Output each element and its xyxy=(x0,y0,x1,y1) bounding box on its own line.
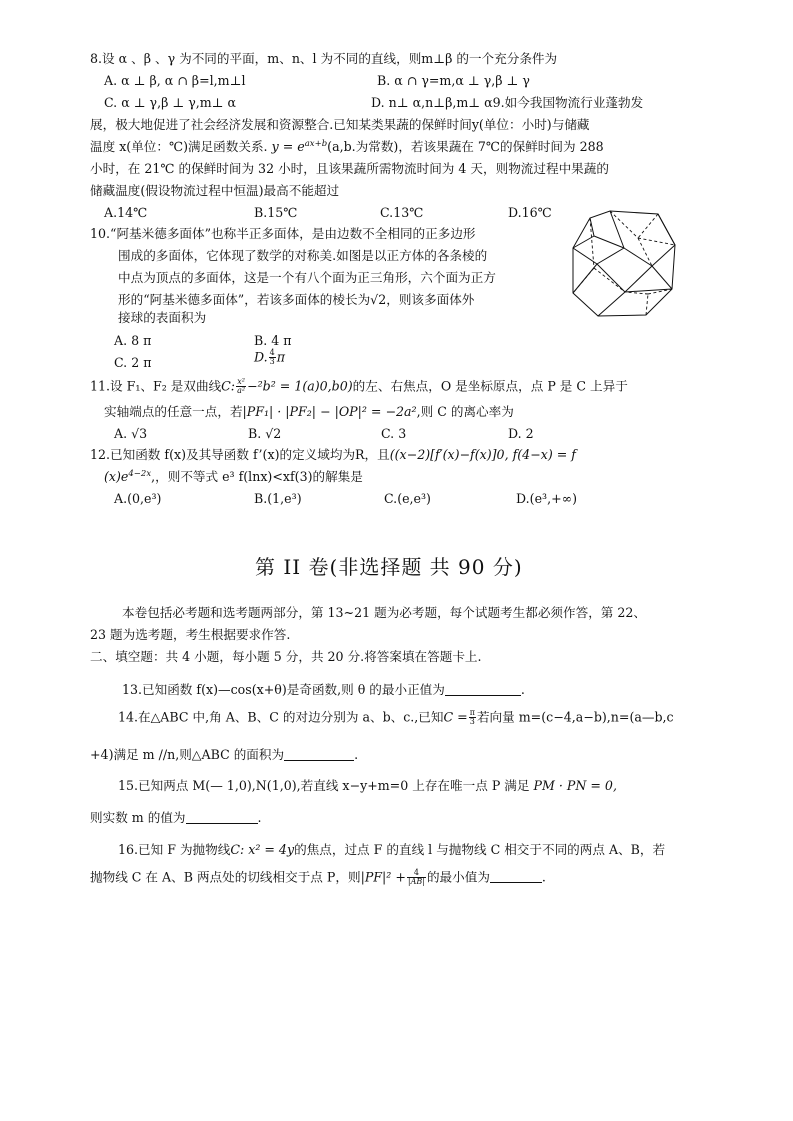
q16-line-1-a: 16.已知 F 为抛物线 xyxy=(118,842,231,857)
q14-fraction xyxy=(469,709,476,727)
q10-line-2: 围成的多面体，它体现了数学的对称美.如图是以正方体的各条棱的 xyxy=(118,248,488,263)
q16-fraction xyxy=(407,869,426,887)
q9-option-c: C.13℃ xyxy=(380,205,424,220)
q12-option-c: C.(e,e³) xyxy=(384,491,431,506)
q9-option-a: A.14℃ xyxy=(104,205,148,220)
q14-line-2-text: +4)满足 m //n,则△ABC 的面积为 xyxy=(90,747,285,762)
polyhedron-hidden-edge xyxy=(638,214,658,238)
q9-line-2: 展，极大地促进了社会经济发展和资源整合.已知某类果蔬的保鲜时间y(单位：小时)与储藏 xyxy=(90,117,590,132)
q11-line-2 xyxy=(104,404,514,419)
q9-line-5: 储藏温度(假设物流过程中恒温)最高不能超过 xyxy=(90,183,340,198)
q10-option-b: B. 4 π xyxy=(254,333,292,348)
q14-line-1-b: 若向量 m=(c−4,a−b),n=(a—b,c xyxy=(476,709,674,725)
q10-option-d-pi: π xyxy=(276,349,286,365)
q9-line-3-b: (a,b.为常数)，若该果蔬在 7℃的保鲜时间为 288 xyxy=(327,139,604,154)
q12-option-d: D.(e³,+∞) xyxy=(516,491,578,506)
q16-line-2-a: 抛物线 C 在 A、B 两点处的切线相交于点 P，则 xyxy=(90,869,361,885)
part-two-title: 第 II 卷(非选择题 共 90 分) xyxy=(255,555,523,579)
q14-fraction-denominator: 3 xyxy=(469,717,475,727)
q11-curve-label: C: xyxy=(221,378,236,394)
q10-line-3: 中点为顶点的多面体，这是一个有八个面为正三角形，六个面为正方 xyxy=(118,270,496,285)
part-two-intro-2: 23 题为选考题，考生根据要求作答. xyxy=(90,627,291,642)
q10-line-4-a: 形的“阿基米德多面体”，若该多面体的棱长为 xyxy=(118,292,371,307)
polyhedron-edge xyxy=(658,214,675,245)
q16-line-1 xyxy=(118,842,665,857)
q15-end: . xyxy=(257,810,262,825)
q12-condition: ((x−2)[f′(x)−f(x)]0, f(4−x) = f xyxy=(389,447,576,462)
q8-option-c: C. α ⊥ γ,β ⊥ γ,m⊥ α xyxy=(104,95,237,110)
polyhedron-edge xyxy=(652,266,672,289)
q11-option-b: B. √2 xyxy=(248,426,282,441)
polyhedron-hidden-edge xyxy=(610,211,638,238)
part-two-intro-1: 本卷包括必考题和选考题两部分，第 13~21 题为必考题，每个试题考生都必须作答，第 22、 xyxy=(122,605,647,620)
q10-option-a: A. 8 π xyxy=(114,333,152,348)
q11-line-2-b: ,则 C 的离心率为 xyxy=(416,404,514,419)
q8-option-a: A. α ⊥ β, α ∩ β=l,m⊥l xyxy=(104,73,246,88)
q9-option-b: B.15℃ xyxy=(254,205,298,220)
q12-exponent: 4−2x xyxy=(128,469,152,479)
q12-condition-cont: (x)e xyxy=(104,469,129,484)
polyhedron-edge xyxy=(652,245,675,266)
q14-fraction-numerator: π xyxy=(469,708,475,717)
q14-line-2 xyxy=(90,747,358,762)
q9-inline-start: 9.如今我国物流行业蓬勃发 xyxy=(492,95,644,110)
q12-line-2 xyxy=(104,469,363,484)
polyhedron-edge xyxy=(625,266,652,292)
q10-line-1: 10.“阿基米德多面体”也称半正多面体，是由边数不全相同的正多边形 xyxy=(90,226,476,241)
polyhedron-edge xyxy=(597,248,624,264)
q11-equation-rest: −²b² = 1(a)0,b0) xyxy=(247,378,353,394)
q16-end: . xyxy=(541,869,546,885)
q13-text: 13.已知函数 f(x)—cos(x+θ)是奇函数,则 θ 的最小正值为 xyxy=(122,682,445,697)
q11-fraction-denominator: a² xyxy=(237,386,246,396)
q11-condition: |PF₁| · |PF₂| − |OP|² = −2a² xyxy=(242,404,417,419)
q11-fraction xyxy=(236,378,246,396)
q11-option-d: D. 2 xyxy=(508,426,534,441)
q10-line-4 xyxy=(118,292,474,307)
q9-formula: y = e xyxy=(271,139,305,154)
polyhedron-edge xyxy=(594,236,624,248)
q13-line xyxy=(122,682,525,697)
polyhedron-edge xyxy=(573,248,597,264)
polyhedron-edge xyxy=(597,264,625,292)
q10-line-4-b: ，则该多面体外 xyxy=(386,292,475,307)
polyhedron-edge xyxy=(598,292,625,316)
q15-line-1-a: 15.已知两点 M(— 1,0),N(1,0),若直线 x−y+m=0 上存在唯一点 P 满足 xyxy=(118,778,530,793)
polyhedron-hidden-edge xyxy=(638,238,675,245)
q16-line-2-b: 的最小值为 xyxy=(426,869,490,885)
q11-line-1-a: 11.设 F₁、F₂ 是双曲线 xyxy=(90,378,222,394)
q14-angle-label: C = xyxy=(443,709,468,725)
q14-answer-blank[interactable] xyxy=(284,748,354,761)
q11-line-1-b: 的左、右焦点，O 是坐标原点，点 P 是 C 上异于 xyxy=(352,378,628,394)
q11-line-1 xyxy=(90,378,628,396)
q10-line-5: 接球的表面积为 xyxy=(118,310,207,325)
q8-option-b: B. α ∩ γ=m,α ⊥ γ,β ⊥ γ xyxy=(377,73,530,88)
q12-line-2-b: ,，则不等式 e³ f(lnx)<xf(3)的解集是 xyxy=(151,469,363,484)
q9-line-3-a: 温度 x(单位：℃)满足函数关系. xyxy=(90,139,268,154)
q13-end: . xyxy=(520,682,525,697)
q16-fraction-numerator: 4 xyxy=(407,869,426,878)
q13-answer-blank[interactable] xyxy=(445,683,521,696)
q15-answer-blank[interactable] xyxy=(186,811,258,824)
q9-formula-exponent: ax+b xyxy=(304,139,328,149)
q10-option-d-fraction xyxy=(269,349,276,367)
q11-option-a: A. √3 xyxy=(114,426,148,441)
polyhedron-edge xyxy=(610,211,624,248)
q15-line-2-text: 则实数 m 的值为 xyxy=(90,810,186,825)
q8-option-d xyxy=(371,95,643,110)
q14-line-1 xyxy=(118,709,674,727)
polyhedron-outline xyxy=(573,211,675,316)
polyhedron-edge xyxy=(624,248,652,266)
q11-option-c: C. 3 xyxy=(381,426,407,441)
polyhedron-hidden-edge xyxy=(646,294,648,315)
q12-option-a: A.(0,e³) xyxy=(114,491,162,506)
q12-line-1 xyxy=(90,447,576,462)
q16-parabola: C: x² = 4y xyxy=(230,842,295,857)
q9-option-d: D.16℃ xyxy=(508,205,552,220)
q16-expression: |PF|² + xyxy=(360,869,406,885)
q10-edge-length: √2 xyxy=(370,292,387,307)
q9-line-3 xyxy=(90,139,604,154)
q16-fraction-denominator: |AB| xyxy=(407,877,425,887)
polyhedron-hidden-edge xyxy=(625,292,648,294)
q10-fraction-numerator: 4 xyxy=(269,348,275,357)
q11-line-2-a: 实轴端点的任意一点，若 xyxy=(104,404,243,419)
polyhedron-hidden-edge xyxy=(594,268,625,292)
q8-stem: 8.设 α 、β 、γ 为不同的平面，m、n、l 为不同的直线，则m⊥β 的一个充分条件为 xyxy=(90,51,558,66)
q15-line-2 xyxy=(90,810,262,825)
q14-end: . xyxy=(354,747,359,762)
q12-option-b: B.(1,e³) xyxy=(254,491,302,506)
q9-line-4: 小时，在 21℃ 的保鲜时间为 32 小时，且该果蔬所需物流时间为 4 天，则物流过程中果蔬的 xyxy=(90,161,609,176)
q15-line-1 xyxy=(118,778,617,793)
q11-fraction-numerator: x² xyxy=(237,377,245,386)
q10-option-d-letter: D. xyxy=(254,349,268,365)
q16-answer-blank[interactable] xyxy=(490,870,542,883)
q12-line-1-a: 12.已知函数 f(x)及其导函数 f’(x)的定义域均为R，且 xyxy=(90,447,390,462)
q10-option-d xyxy=(254,349,285,367)
q16-line-2 xyxy=(90,869,546,887)
q10-option-c: C. 2 π xyxy=(114,355,152,370)
q16-line-1-b: 的焦点，过点 F 的直线 l 与抛物线 C 相交于不同的两点 A、B，若 xyxy=(294,842,666,857)
q15-condition: PM · PN = 0, xyxy=(533,778,617,793)
q14-line-1-a: 14.在△ABC 中,角 A、B、C 的对边分别为 a、b、c.,已知 xyxy=(118,709,444,725)
q8-option-d-text: D. n⊥ α,n⊥β,m⊥ α xyxy=(371,95,493,110)
q10-fraction-denominator: 3 xyxy=(269,357,275,367)
fill-in-section-heading: 二、填空题：共 4 小题，每小题 5 分，共 20 分.将答案填在答题卡上. xyxy=(90,649,482,664)
archimedean-polyhedron-figure xyxy=(568,208,678,320)
